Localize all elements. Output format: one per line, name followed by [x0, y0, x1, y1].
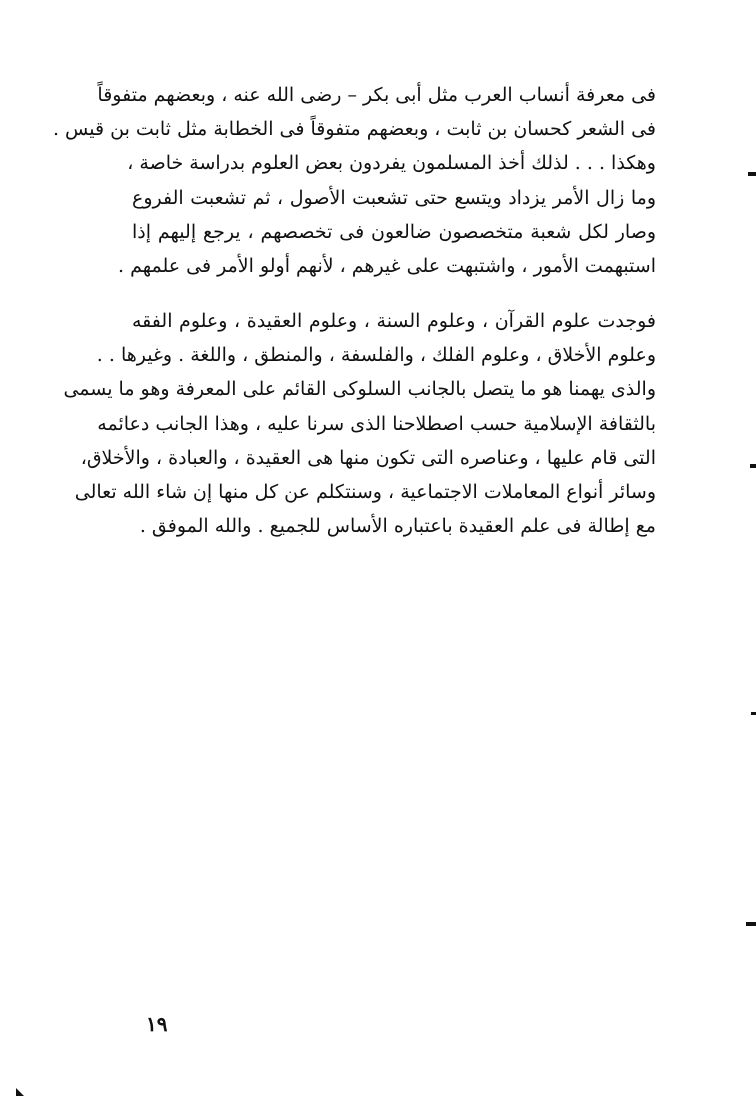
text-line: وعلوم الأخلاق ، وعلوم الفلك ، والفلسفة ، والمنطق ، واللغة . وغيرها . . [96, 344, 656, 367]
text-line: فى معرفة أنساب العرب مثل أبى بكر – رضى الله عنه ، وبعضهم متفوقاً [97, 84, 656, 106]
text-line: استبهمت الأمور ، واشتبهت على غيرهم ، لأنهم أولو الأمر فى علمهم . [118, 254, 656, 277]
scan-mark [16, 1088, 24, 1096]
text-line: مع إطالة فى علم العقيدة باعتباره الأساس للجميع . والله الموفق . [139, 515, 656, 538]
scan-mark [748, 172, 756, 176]
text-line: فوجدت علوم القرآن ، وعلوم السنة ، وعلوم العقيدة ، وعلوم الفقه [132, 310, 656, 332]
scan-mark [746, 922, 756, 926]
paragraph-2 [63, 304, 656, 543]
text-line: وما زال الأمر يزداد ويتسع حتى تشعبت الأصول ، ثم تشعبت الفروع [132, 186, 656, 209]
text-line: التى قام عليها ، وعناصره التى تكون منها هى العقيدة ، والعبادة ، والأخلاق، [80, 446, 656, 469]
text-line: بالثقافة الإسلامية حسب اصطلاحنا الذى سرنا عليه ، وهذا الجانب دعائمه [97, 412, 656, 435]
scan-mark [750, 464, 756, 468]
text-line: وسائر أنواع المعاملات الاجتماعية ، وسنتكلم عن كل منها إن شاء الله تعالى [74, 480, 656, 503]
text-line: وصار لكل شعبة متخصصون ضالعون فى تخصصهم ، يرجع إليهم إذا [132, 220, 656, 243]
text-line: فى الشعر كحسان بن ثابت ، وبعضهم متفوقاً فى الخطابة مثل ثابت بن قيس . [52, 118, 656, 141]
page-number: ١٩ [146, 1012, 168, 1036]
text-line: والذى يهمنا هو ما يتصل بالجانب السلوكى القائم على المعرفة وهو ما يسمى [63, 378, 656, 401]
paragraph-1 [52, 78, 656, 283]
scan-mark [751, 712, 756, 715]
text-line: وهكذا . . . لذلك أخذ المسلمون يفردون بعض العلوم بدراسة خاصة ، [127, 152, 656, 175]
